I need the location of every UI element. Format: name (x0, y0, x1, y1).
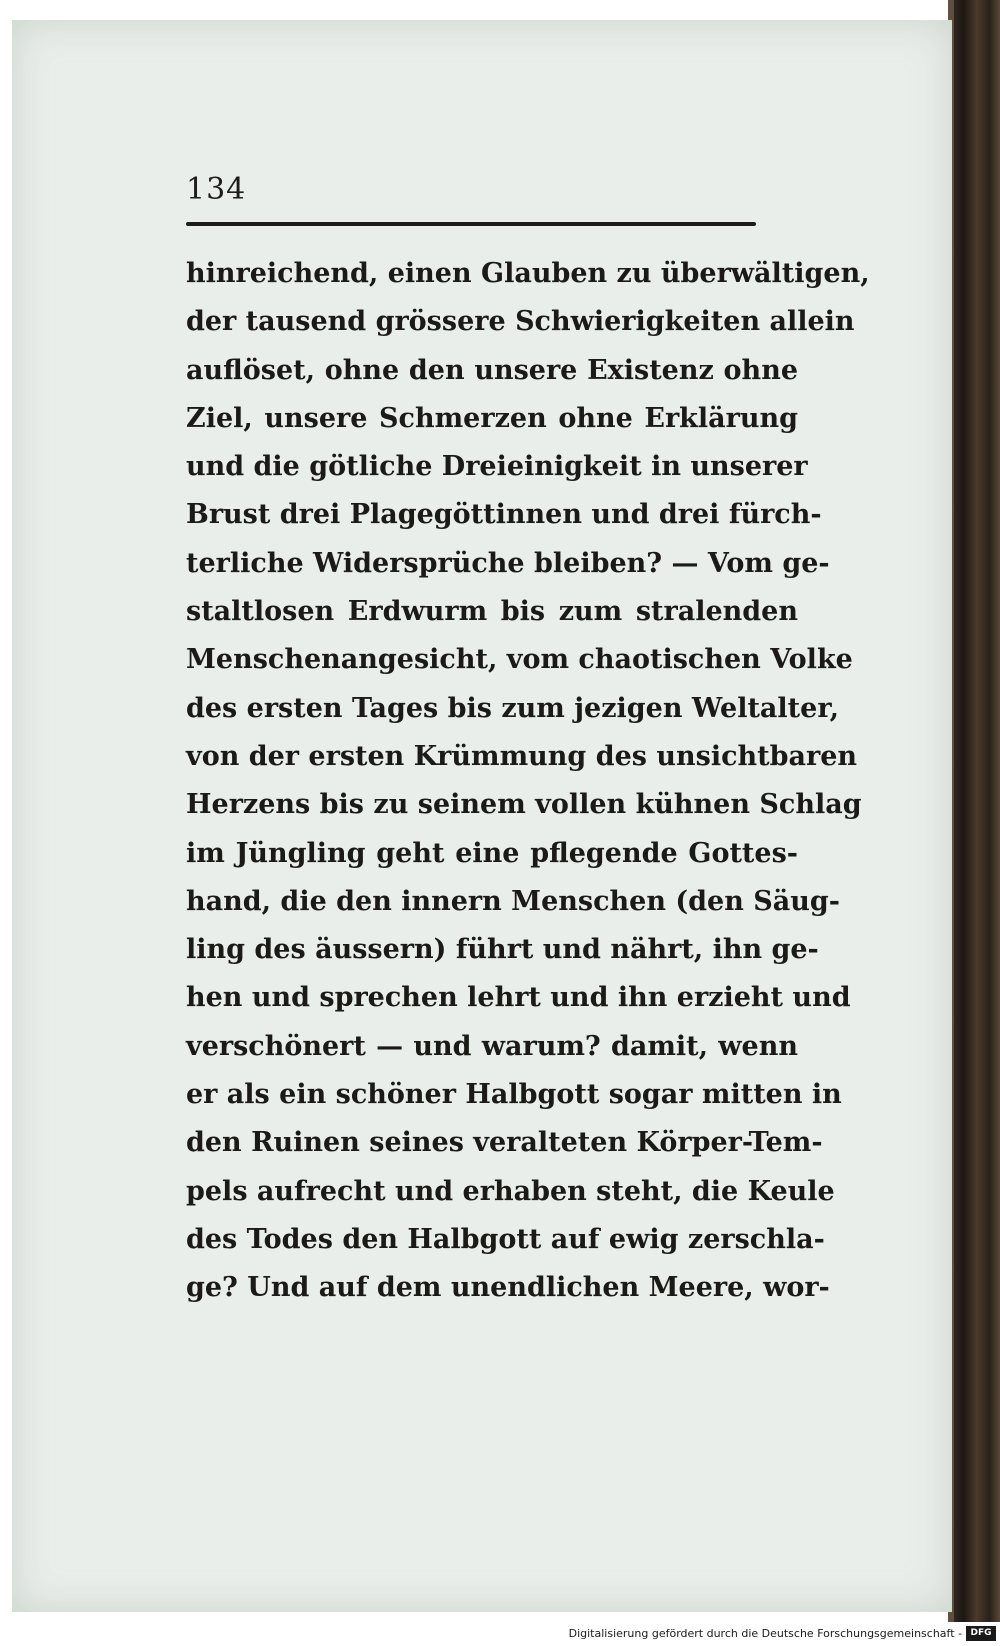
text-line: des Todes den Halbgott auf ewig zerschla- (186, 1223, 825, 1255)
text-line: auflöset, ohne den unsere Existenz ohne (186, 354, 798, 386)
text-line: staltlosen Erdwurm bis zum stralenden (186, 596, 798, 628)
body-text (186, 250, 870, 1313)
text-line: ling des äussern) führt und nährt, ihn ge- (186, 934, 819, 966)
book-spine-edge (948, 0, 1000, 1622)
text-line: im Jüngling geht eine pflegende Gottes- (186, 837, 798, 869)
text-line: und die götliche Dreieinigkeit in unserer (186, 451, 808, 483)
footer-bar (0, 1622, 1000, 1646)
text-line: hand, die den innern Menschen (den Säug- (186, 885, 840, 917)
text-line: Herzens bis zu seinem vollen kühnen Schlag (186, 789, 862, 821)
text-line: hen und sprechen lehrt und ihn erzieht und (186, 982, 851, 1014)
text-line: Brust drei Plagegöttinnen und drei fürch- (186, 499, 822, 531)
text-line: Ziel, unsere Schmerzen ohne Erklärung (186, 402, 798, 434)
header-rule (186, 222, 756, 226)
text-line: verschönert — und warum? damit, wenn (186, 1030, 798, 1062)
text-line: von der ersten Krümmung des unsichtbaren (186, 740, 858, 772)
text-line: er als ein schöner Halbgott sogar mitten in (186, 1079, 842, 1111)
dfg-logo: DFG (966, 1626, 996, 1641)
text-line: des ersten Tages bis zum jezigen Weltalter, (186, 692, 839, 724)
text-line: der tausend grössere Schwierigkeiten allein (186, 306, 855, 338)
text-line: hinreichend, einen Glauben zu überwältigen, (186, 258, 870, 289)
text-line: terliche Widersprüche bleiben? — Vom ge- (186, 547, 830, 579)
text-line: pels aufrecht und erhaben steht, die Keule (186, 1175, 835, 1207)
funding-credit: Digitalisierung gefördert durch die Deutsche Forschungsgemeinschaft - (568, 1627, 962, 1640)
text-line: ge? Und auf dem unendlichen Meere, wor- (186, 1272, 830, 1304)
text-line: Menschenangesicht, vom chaotischen Volke (186, 644, 853, 676)
text-line: den Ruinen seines veralteten Körper-Tem- (186, 1127, 823, 1159)
page-number: 134 (186, 172, 247, 207)
